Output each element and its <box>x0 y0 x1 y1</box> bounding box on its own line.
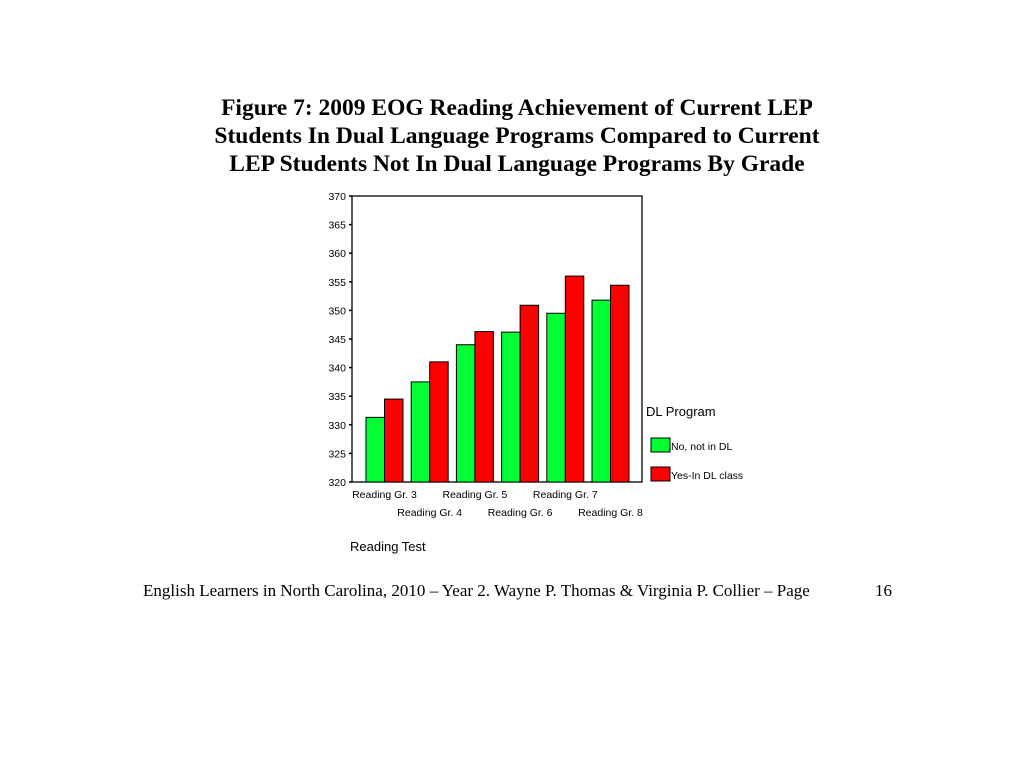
legend-swatch <box>651 467 670 481</box>
bar-yes-dl <box>385 399 404 482</box>
bar-yes-dl <box>611 285 630 482</box>
bar-no-dl <box>456 345 475 482</box>
y-tick-label: 365 <box>328 219 346 232</box>
bar-yes-dl <box>565 276 584 482</box>
y-tick-label: 325 <box>328 448 346 461</box>
x-tick-label: Reading Gr. 3 <box>352 489 417 501</box>
y-tick-label: 330 <box>328 419 346 432</box>
bar-no-dl <box>366 417 385 482</box>
bar-no-dl <box>547 313 566 482</box>
bar-no-dl <box>592 300 611 482</box>
x-tick-label: Reading Gr. 7 <box>532 489 598 501</box>
bar-yes-dl <box>430 362 449 482</box>
bar-no-dl <box>502 332 520 482</box>
footer-page-number: 16 <box>875 581 892 600</box>
x-tick-label: Reading Gr. 4 <box>397 507 463 519</box>
legend-label: Yes-In DL class <box>671 470 744 482</box>
x-tick-label: Reading Gr. 8 <box>578 507 643 519</box>
y-tick-label: 320 <box>328 477 346 489</box>
page-footer <box>143 581 895 601</box>
footer-citation: English Learners in North Carolina, 2010 – Year 2. Wayne P. Thomas & Virginia P. Collier – Page <box>143 581 810 600</box>
y-tick-label: 355 <box>328 276 346 289</box>
bar-yes-dl <box>520 305 539 482</box>
figure-title-line-1: Figure 7: 2009 EOG Reading Achievement of Current LEP <box>221 95 813 121</box>
x-tick-label: Reading Gr. 6 <box>487 507 553 519</box>
figure-title-line-3: LEP Students Not In Dual Language Programs By Grade <box>229 151 805 177</box>
figure-title-line-2: Students In Dual Language Programs Compared to Current <box>214 123 820 149</box>
y-tick-label: 370 <box>328 191 346 203</box>
bar-no-dl <box>411 382 430 482</box>
legend-title: DL Program <box>646 404 716 419</box>
y-tick-label: 350 <box>328 305 346 318</box>
x-axis-label: Reading Test <box>350 539 426 554</box>
legend-label: No, not in DL <box>671 441 733 453</box>
y-tick-label: 335 <box>328 391 346 404</box>
y-tick-label: 340 <box>328 362 346 375</box>
y-tick-label: 345 <box>328 334 346 346</box>
bar-yes-dl <box>475 332 494 482</box>
legend-swatch <box>651 438 670 452</box>
x-tick-label: Reading Gr. 5 <box>442 489 508 501</box>
y-tick-label: 360 <box>328 248 346 261</box>
